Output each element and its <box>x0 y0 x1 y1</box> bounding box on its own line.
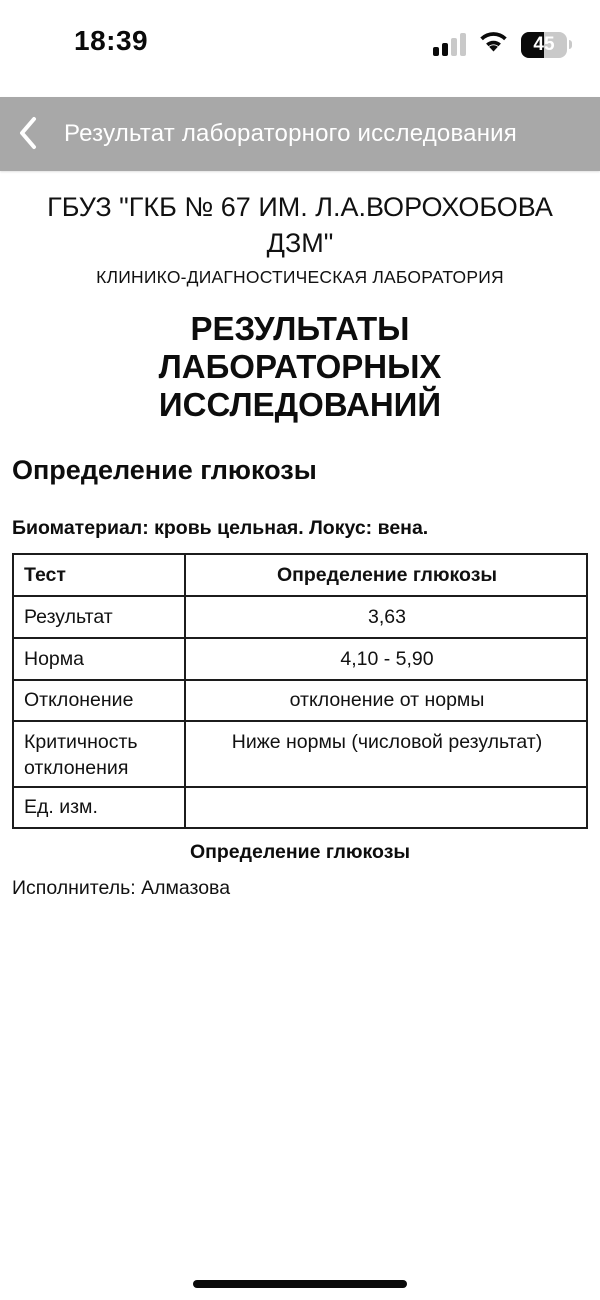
laboratory-name: КЛИНИКО-ДИАГНОСТИЧЕСКАЯ ЛАБОРАТОРИЯ <box>96 267 504 287</box>
battery-nub <box>569 40 572 49</box>
biomaterial-line: Биоматериал: кровь цельная. Локус: вена. <box>12 517 429 539</box>
table-row <box>13 721 587 787</box>
table-row-value: Определение глюкозы <box>185 554 587 596</box>
table-row-value: отклонение от нормы <box>185 680 587 721</box>
result-table <box>12 553 588 829</box>
cellular-signal-icon <box>433 32 466 58</box>
lab-result-document <box>0 171 600 900</box>
table-row <box>13 680 587 721</box>
table-row-label: Норма <box>13 638 185 680</box>
back-button[interactable] <box>0 97 56 171</box>
table-row <box>13 554 587 596</box>
chevron-left-icon <box>18 116 38 153</box>
status-bar <box>0 0 600 97</box>
wifi-icon <box>478 30 509 59</box>
table-row-label: Отклонение <box>13 680 185 721</box>
table-row-label: Результат <box>13 596 185 638</box>
table-caption: Определение глюкозы <box>189 841 411 863</box>
table-row <box>13 596 587 638</box>
table-row-label: Критичность отклонения <box>13 721 185 787</box>
status-icons <box>433 30 572 59</box>
table-row-value: 3,63 <box>185 596 587 638</box>
table-row <box>13 638 587 680</box>
home-indicator[interactable] <box>193 1280 407 1288</box>
table-row-label: Ед. изм. <box>13 787 185 828</box>
section-title: Определение глюкозы <box>12 455 317 485</box>
executor-line: Исполнитель: Алмазова <box>12 877 231 899</box>
table-row-value: 4,10 - 5,90 <box>185 638 587 680</box>
table-row-value: Ниже нормы (числовой результат) <box>185 721 587 787</box>
status-time: 18:39 <box>74 25 149 56</box>
table-row-value <box>185 787 587 828</box>
nav-bar <box>0 97 600 171</box>
battery-percent: 45 <box>533 33 555 55</box>
nav-title: Результат лабораторного исследования <box>64 120 517 147</box>
battery-icon <box>521 32 572 58</box>
organization-name: ГБУЗ "ГКБ № 67 ИМ. Л.А.ВОРОХОБОВА ДЗМ" <box>47 192 553 258</box>
table-row <box>13 787 587 828</box>
table-row-label: Тест <box>13 554 185 596</box>
document-title: РЕЗУЛЬТАТЫ ЛАБОРАТОРНЫХ ИССЛЕДОВАНИЙ <box>158 310 442 423</box>
